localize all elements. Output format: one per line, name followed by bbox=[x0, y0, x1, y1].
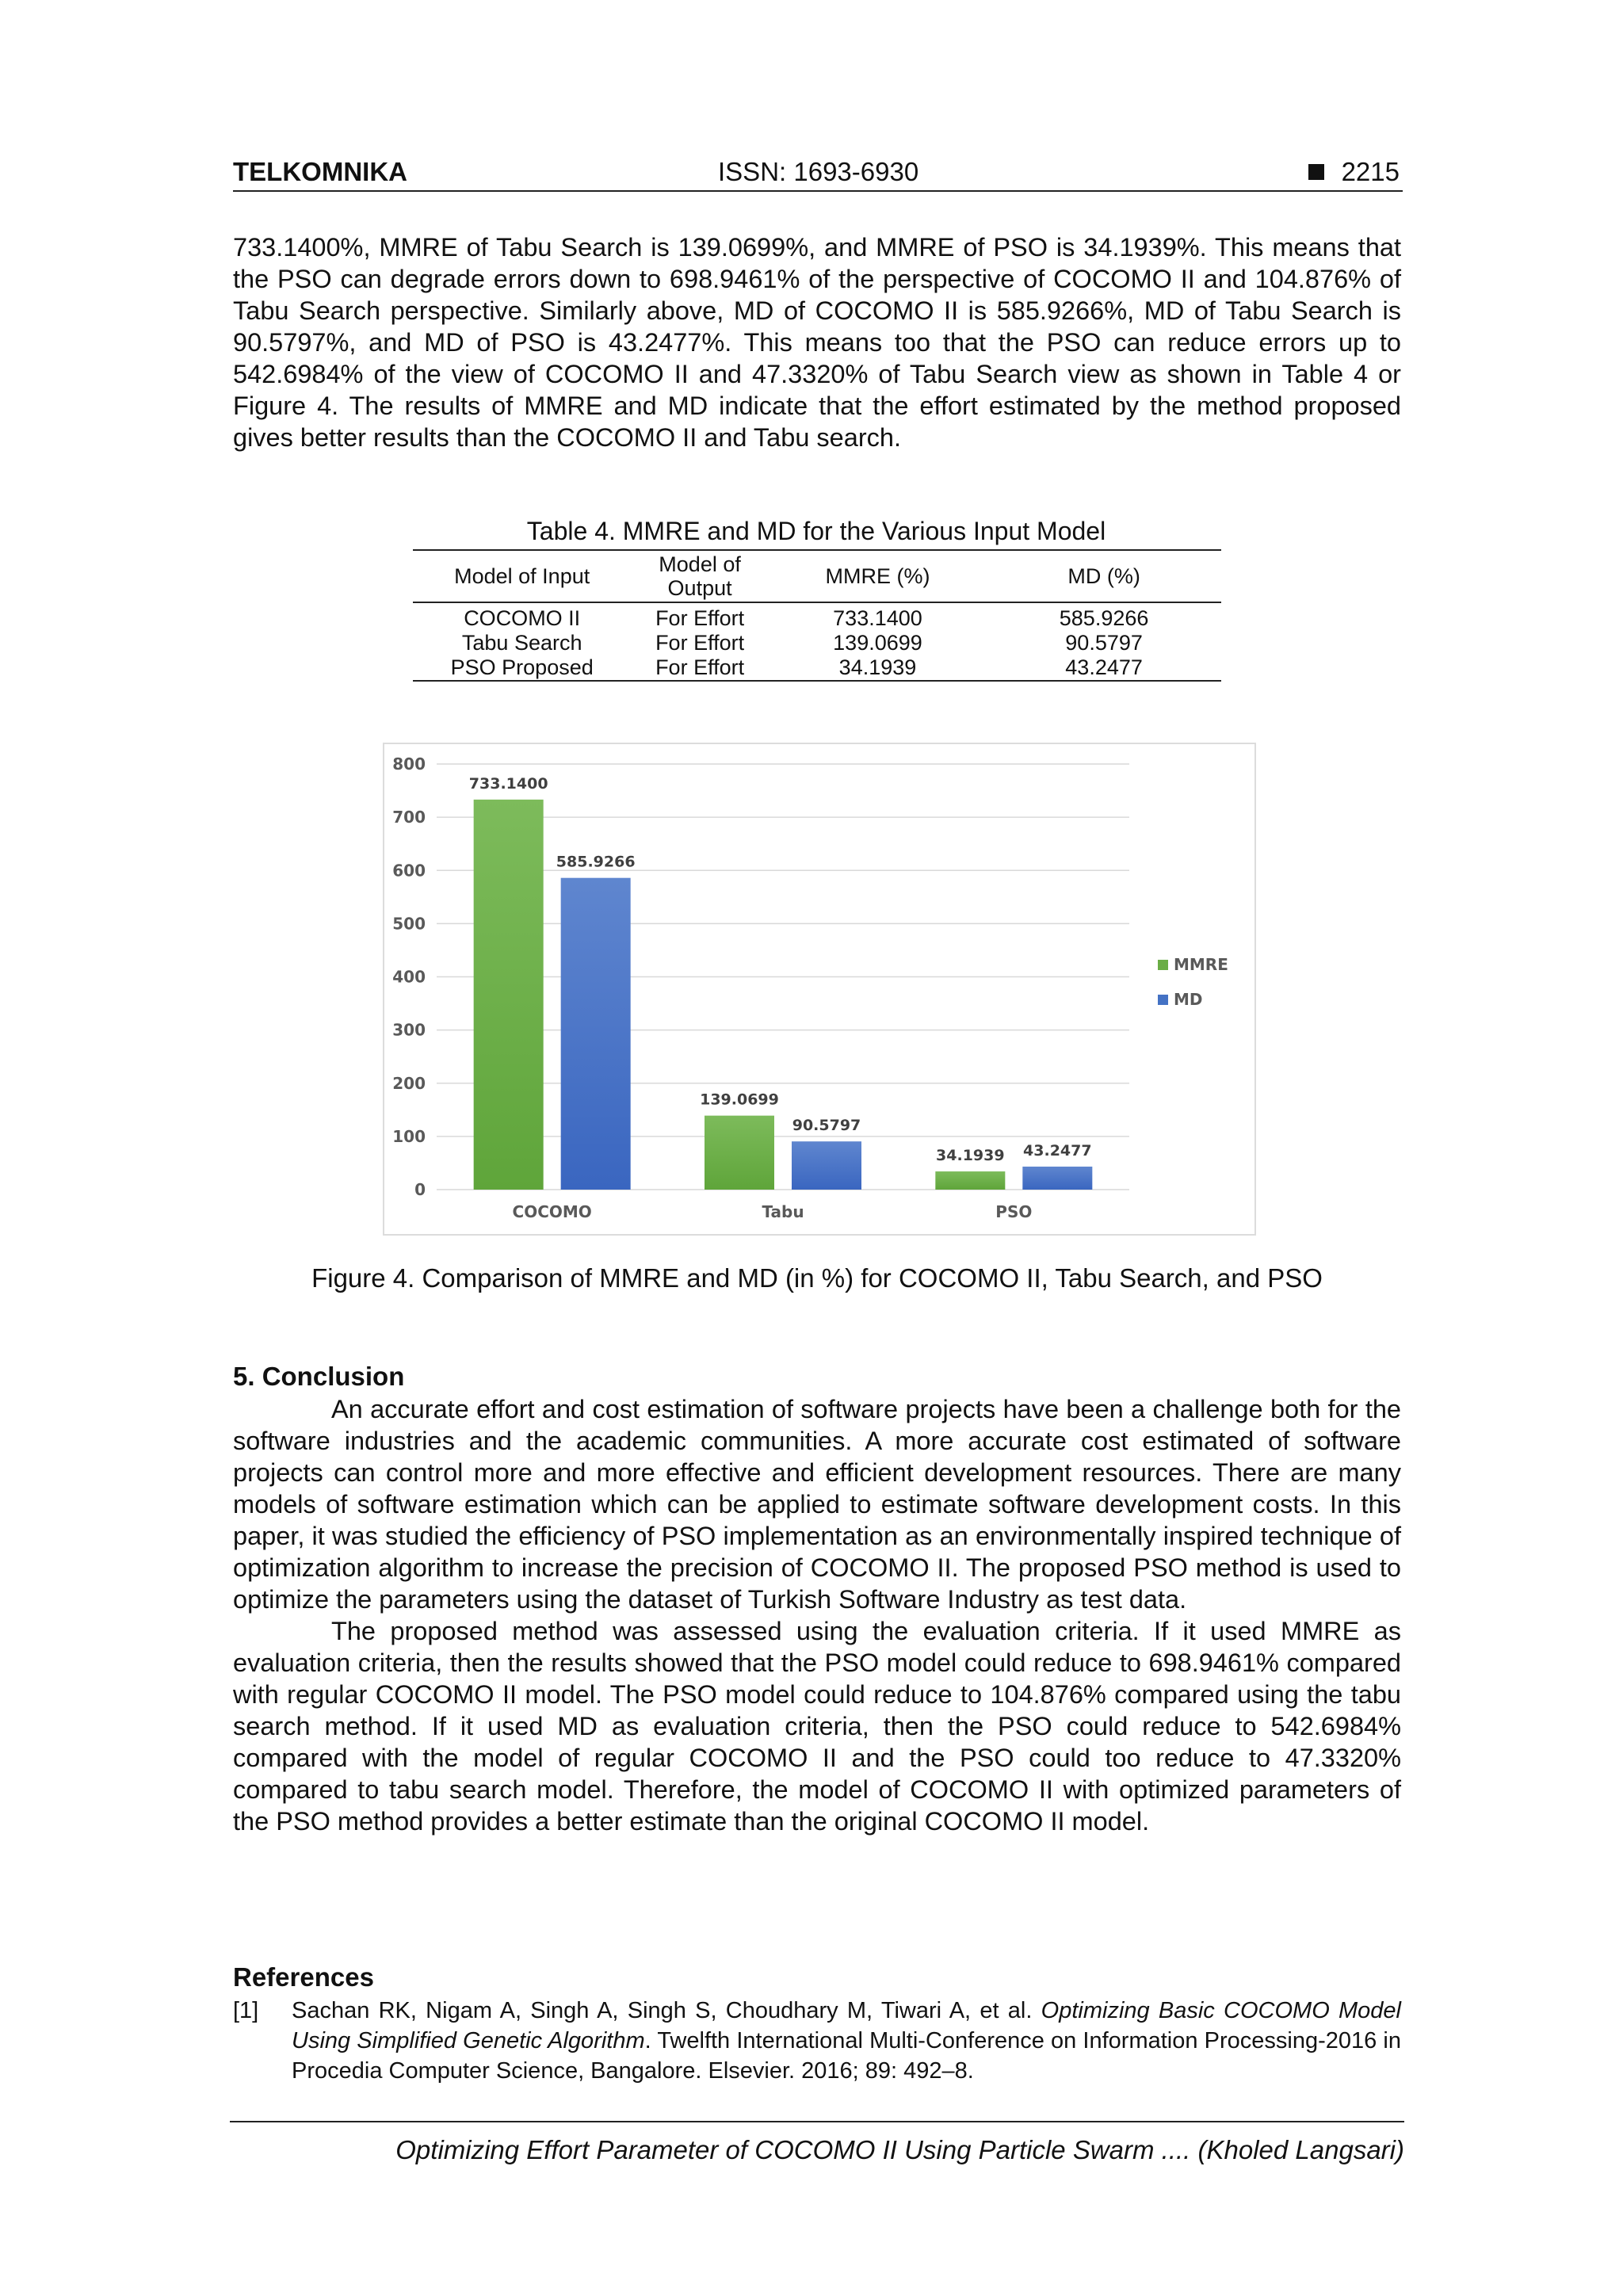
legend-label: MMRE bbox=[1174, 955, 1228, 974]
table-cell: For Effort bbox=[655, 631, 745, 655]
y-tick-label: 200 bbox=[392, 1073, 426, 1093]
legend bbox=[1158, 955, 1228, 1009]
conclusion-paragraph: An accurate effort and cost estimation of software projects have been a challenge both for the software industries and the academic communities. A more accurate cost estimated of software projects can control more and more effective and efficient development resources. There are many models of software estimation which can be applied to estimate software development costs. In this paper, it was studied the efficiency of PSO implementation as an environmentally inspired technique of optimization algorithm to increase the precision of COCOMO II. The proposed PSO method is used to optimize the parameters using the dataset of Turkish Software Industry as test data. bbox=[233, 1395, 1401, 1614]
y-tick-label: 700 bbox=[392, 808, 426, 827]
table-cell: 90.5797 bbox=[1065, 631, 1143, 655]
bar-mmre-cocomo bbox=[474, 800, 544, 1190]
table-cell: COCOMO II bbox=[464, 606, 581, 630]
y-tick-label: 0 bbox=[414, 1180, 426, 1199]
header-model-of-output bbox=[631, 550, 768, 602]
table-cell: For Effort bbox=[655, 606, 745, 630]
x-tick-label: COCOMO bbox=[512, 1202, 592, 1221]
table-cell: 733.1400 bbox=[833, 606, 922, 630]
bar-md-tabu bbox=[792, 1141, 861, 1190]
table-cell: 34.1939 bbox=[838, 655, 917, 679]
table-row bbox=[413, 655, 1221, 681]
bar-md-cocomo bbox=[561, 878, 631, 1190]
y-tick-label: 100 bbox=[392, 1126, 426, 1146]
table-row bbox=[413, 602, 1221, 631]
bar-chart-svg bbox=[384, 744, 1254, 1234]
journal-name: TELKOMNIKA bbox=[233, 157, 407, 186]
intro-paragraph-block bbox=[233, 231, 1401, 453]
header-mmre: MMRE (%) bbox=[825, 564, 930, 588]
references-title: References bbox=[233, 1962, 374, 1992]
table-cell: For Effort bbox=[655, 655, 745, 679]
reference-title: Optimizing Basic COCOMO Model Using Simplified Genetic Algorithm bbox=[292, 1998, 1401, 2053]
table-4 bbox=[413, 549, 1221, 682]
data-label: 43.2477 bbox=[1023, 1141, 1092, 1159]
conclusion-body bbox=[233, 1393, 1401, 1837]
reference-authors: Sachan RK, Nigam A, Singh A, Singh S, Choudhary M, Tiwari A, et al. bbox=[292, 1998, 1041, 2023]
data-label: 139.0699 bbox=[700, 1091, 779, 1109]
data-label: 90.5797 bbox=[792, 1117, 861, 1135]
legend-swatch bbox=[1158, 960, 1168, 970]
figure-4-chart bbox=[383, 743, 1256, 1236]
legend-swatch bbox=[1158, 995, 1168, 1005]
page-number: 2215 bbox=[1341, 157, 1400, 186]
bar-mmre-pso bbox=[935, 1171, 1005, 1190]
bar-mmre-tabu bbox=[705, 1116, 774, 1190]
y-tick-label: 500 bbox=[392, 914, 426, 934]
data-label: 34.1939 bbox=[936, 1147, 1005, 1165]
header-md: MD (%) bbox=[1067, 564, 1140, 588]
intro-paragraph: 733.1400%, MMRE of Tabu Search is 139.0699%, and MMRE of PSO is 34.1939%. This means that the PSO can degrade errors down to 698.9461% of the perspective of COCOMO II and 104.876% of Tabu Search perspective. Similarly above, MD of COCOMO II is 585.9266%, MD of Tabu Search is 90.5797%, and MD of PSO is 43.2477%. This means too that the PSO can reduce errors up to 542.6984% of the view of COCOMO II and 47.3320% of Tabu Search view as shown in Table 4 or Figure 4. The results of MMRE and MD indicate that the effort estimated by the method proposed gives better results than the COCOMO II and Tabu search. bbox=[233, 233, 1401, 452]
y-tick-label: 400 bbox=[392, 967, 426, 987]
table-cell: 585.9266 bbox=[1059, 606, 1149, 630]
table-row bbox=[413, 631, 1221, 655]
square-bullet-icon bbox=[1308, 164, 1324, 180]
section-title: 5. Conclusion bbox=[233, 1362, 405, 1391]
reference-item bbox=[233, 1996, 1401, 2086]
y-tick-label: 600 bbox=[392, 861, 426, 881]
issn: ISSN: 1693-6930 bbox=[718, 157, 919, 186]
reference-source: . Twelfth International Multi-Conference on Information Processing-2016 in Procedia Computer Science, Bangalore. Elsevier. 2016; 89: 492–8. bbox=[292, 2028, 1401, 2084]
y-axis-ticks bbox=[392, 755, 426, 1199]
reference-text bbox=[292, 1996, 1401, 2086]
header-model-of-input: Model of Input bbox=[454, 564, 590, 588]
page-footer: Optimizing Effort Parameter of COCOMO II Using Particle Swarm .... (Kholed Langsari) bbox=[230, 2121, 1404, 2165]
table-cell: Tabu Search bbox=[461, 631, 582, 655]
x-axis-ticks bbox=[513, 1202, 1033, 1221]
table-cell: 139.0699 bbox=[833, 631, 922, 655]
y-tick-label: 800 bbox=[392, 755, 426, 774]
table-cell: 43.2477 bbox=[1065, 655, 1143, 679]
table-header-row bbox=[413, 550, 1221, 602]
page-header bbox=[233, 155, 1403, 192]
legend-label: MD bbox=[1174, 990, 1203, 1009]
data-label: 733.1400 bbox=[468, 774, 548, 793]
data-label: 585.9266 bbox=[556, 853, 636, 871]
x-tick-label: PSO bbox=[995, 1202, 1033, 1221]
table-cell: PSO Proposed bbox=[450, 655, 594, 679]
figure-caption: Figure 4. Comparison of MMRE and MD (in %) for COCOMO II, Tabu Search, and PSO bbox=[311, 1263, 1323, 1293]
conclusion-paragraph: The proposed method was assessed using the evaluation criteria. If it used MMRE as evaluation criteria, then the results showed that the PSO model could reduce to 698.9461% compared with regular COCOMO II model. The PSO model could reduce to 104.876% compared using the tabu search method. If it used MD as evaluation criteria, then the PSO could reduce to 542.6984% compared with the model of regular COCOMO II and the PSO could too reduce to 47.3320% compared to tabu search model. Therefore, the model of COCOMO II with optimized parameters of the PSO method provides a better estimate than the original COCOMO II model. bbox=[233, 1617, 1401, 1836]
header-model-of-output-text: Model of Output bbox=[659, 552, 741, 600]
x-tick-label: Tabu bbox=[762, 1202, 804, 1221]
bar-md-pso bbox=[1022, 1167, 1092, 1190]
reference-number: [1] bbox=[233, 1998, 259, 2023]
page-number-block bbox=[1308, 157, 1400, 187]
table-caption: Table 4. MMRE and MD for the Various Input Model bbox=[526, 517, 1106, 545]
y-tick-label: 300 bbox=[392, 1020, 426, 1040]
